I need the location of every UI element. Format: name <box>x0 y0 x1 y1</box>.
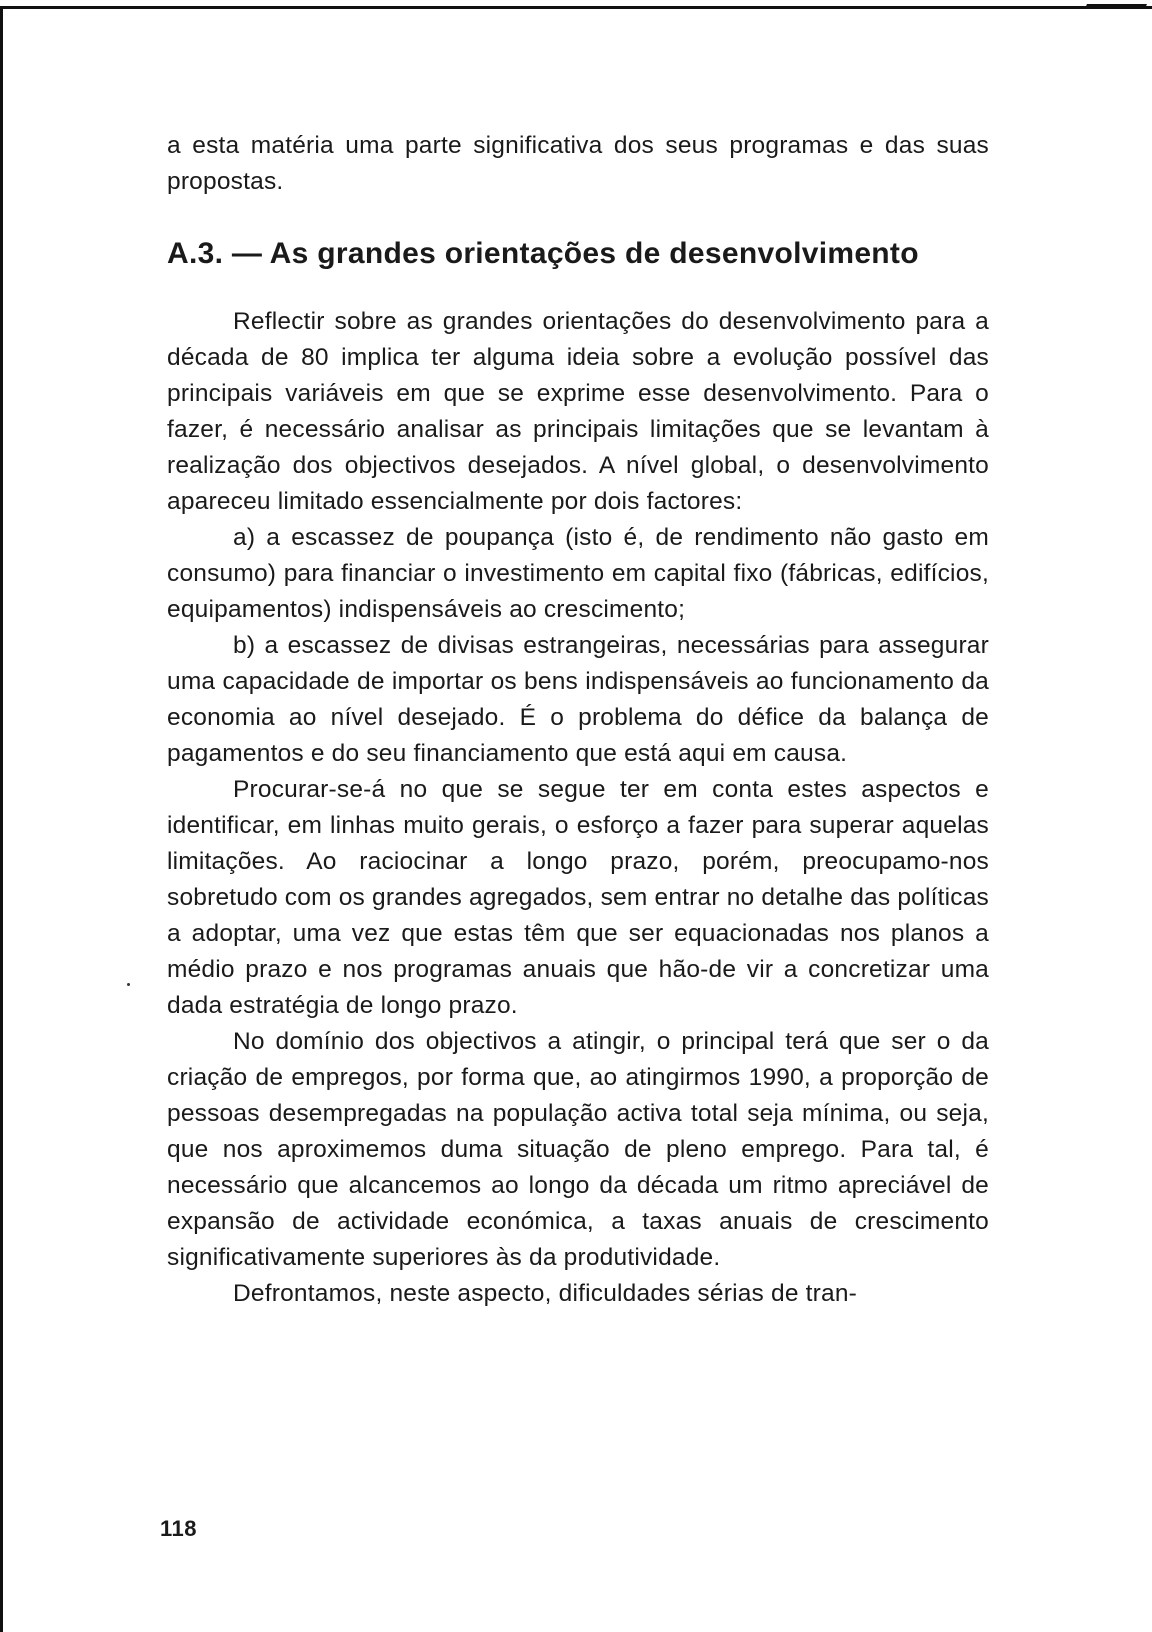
scan-border-left <box>0 6 3 1632</box>
continued-paragraph: a esta matéria uma parte significativa dos seus programas e das suas propostas. <box>167 132 989 195</box>
scan-corner-mark <box>1085 4 1147 9</box>
body-paragraph-2: Procurar-se-á no que se segue ter em conta estes aspectos e identificar, em linhas muito gerais, o esforço a fazer para superar aquelas limitações. Ao raciocinar a longo prazo, porém, preocupamo-nos sobretudo com os grandes agregados, sem entrar no detalhe das políticas a adoptar, uma vez que estas têm que ser equacionadas nos planos a médio prazo e nos programas anuais que hão-de vir a concretizar uma dada estratégia de longo prazo. <box>167 776 989 1019</box>
page-content <box>167 128 989 1312</box>
list-item-b: b) a escassez de divisas estrangeiras, necessárias para assegurar uma capacidade de importar os bens indispensáveis ao funcionamento da economia ao nível desejado. É o problema do défice da balança de pagamentos e do seu financiamento que está aqui em causa. <box>167 632 989 767</box>
body-paragraph-4: Defrontamos, neste aspecto, dificuldades sérias de tran- <box>233 1280 858 1307</box>
body-paragraph-1: Reflectir sobre as grandes orientações do desenvolvimento para a década de 80 implica ter alguma ideia sobre a evolução possível das principais variáveis em que se exprime esse desenvolvimento. Para o fazer, é necessário analisar as principais limitações que se levantam à realização dos objectivos desejados. A nível global, o desenvolvimento apareceu limitado essencialmente por dois factores: <box>167 308 989 515</box>
section-heading: A.3. — As grandes orientações de desenvolvimento <box>167 237 919 270</box>
list-item-a: a) a escassez de poupança (isto é, de rendimento não gasto em consumo) para financiar o investimento em capital fixo (fábricas, edifícios, equipamentos) indispensáveis ao crescimento; <box>167 524 989 623</box>
page-number: 118 <box>160 1516 197 1541</box>
stray-ink-dot <box>127 983 130 986</box>
body-paragraph-3: No domínio dos objectivos a atingir, o principal terá que ser o da criação de empregos, por forma que, ao atingirmos 1990, a proporção de pessoas desempregadas na população activa total seja mínima, ou seja, que nos aproximemos duma situação de pleno emprego. Para tal, é necessário que alcancemos ao longo da década um ritmo apreciável de expansão de actividade económica, a taxas anuais de crescimento significativamente superiores às da produtividade. <box>167 1028 989 1271</box>
scan-border-top <box>0 6 1152 9</box>
